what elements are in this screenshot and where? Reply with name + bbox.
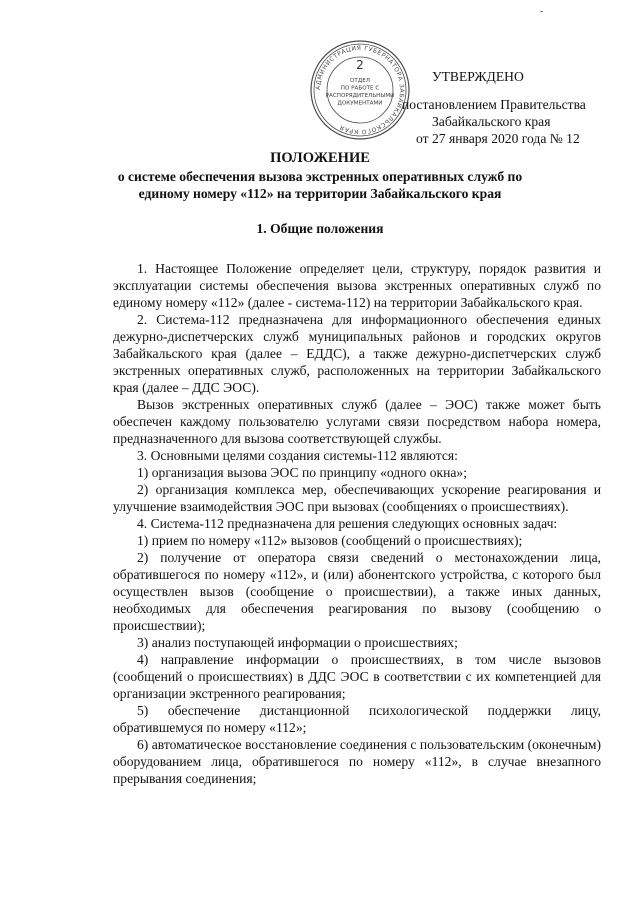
svg-text:2: 2 [356,58,364,72]
list-item: 4) направление информации о происшествиях, в том числе вызовов (сообщений о происшествиях) в ДДС ЭОС в соответствии с их компетенцией для организации экстренного реагирования; [113,652,601,701]
official-stamp [308,38,412,142]
list-item: 1) организация вызова ЭОС по принципу «одного окна»; [137,465,467,480]
list-item: 2) получение от оператора связи сведений о местонахождении лица, обратившегося по номеру «112», и (или) абонентского устройства, с которого был осуществлен вызов (сообщение о происшествии), а также иных данных, необходимых для обеспечения реагирования по вызову (сообщению о происшествии); [113,550,601,633]
list-item: 2) организация комплекса мер, обеспечивающих ускорение реагирования и улучшение взаимодействия ЭОС при вызовах (сообщениях о происшествиях). [113,482,601,514]
paragraph: Вызов экстренных оперативных служб (далее – ЭОС) также может быть обеспечен каждому пользователю услугами связи посредством набора номера, предназначенного для вызова соответствующей службы. [113,397,601,446]
stamp-center-line: РАСПОРЯДИТЕЛЬНЫМИ [325,93,395,99]
stamp-center-line: ПО РАБОТЕ С [340,85,380,92]
paragraph: 2. Система-112 предназначена для информационного обеспечения единых дежурно-диспетчерских служб муниципальных районов и городских округов Забайкальского края (далее – ЕДДС), а также дежурно-диспетчерских служб экстренных оперативных служб, расположенных на территории Забайкальского края (далее – ДДС ЭОС). [113,312,601,395]
list-item: 3) анализ поступающей информации о происшествиях; [137,635,458,650]
stamp-center-line: ОТДЕЛ [350,78,370,84]
document-body [113,260,601,787]
svg-text:АДМИНИСТРАЦИЯ ГУБЕРНАТОРА ЗАБА: АДМИНИСТРАЦИЯ ГУБЕРНАТОРА ЗАБАЙКАЛЬСКОГО КРАЯ [314,44,406,136]
approval-stamp-label: УТВЕРЖДЕНО [432,69,524,84]
document-subtitle: о системе обеспечения вызова экстренных оперативных служб по единому номеру «112» на территории Забайкальского края [117,169,523,201]
corner-mark: - [540,6,544,17]
approval-region: Забайкальского края [432,114,551,129]
section-heading: 1. Общие положения [256,221,384,236]
paragraph: 4. Система-112 предназначена для решения следующих основных задач: [137,516,558,531]
document-title: ПОЛОЖЕНИЕ [270,150,370,166]
list-item: 1) прием по номеру «112» вызовов (сообщений о происшествиях); [137,533,523,548]
stamp-seal-graphic [308,38,412,142]
list-item: 5) обеспечение дистанционной психологической поддержки лицу, обратившемуся по номеру «112»; [113,703,601,735]
list-item: 6) автоматическое восстановление соединения с пользовательским (оконечным) оборудованием лица, обратившегося по номеру «112», в случае внезапного прерывания соединения; [113,737,601,786]
approval-by-decree: постановлением Правительства [402,97,586,112]
stamp-center-line: ДОКУМЕНТАМИ [337,100,383,107]
paragraph: 3. Основными целями создания системы-112 являются: [137,448,458,463]
paragraph: 1. Настоящее Положение определяет цели, структуру, порядок развития и эксплуатации системы обеспечения вызова экстренных оперативных служб по единому номеру «112» (далее - система-112) на территории Забайкальского края. [113,261,601,310]
approval-date-number: от 27 января 2020 года № 12 [416,131,580,146]
